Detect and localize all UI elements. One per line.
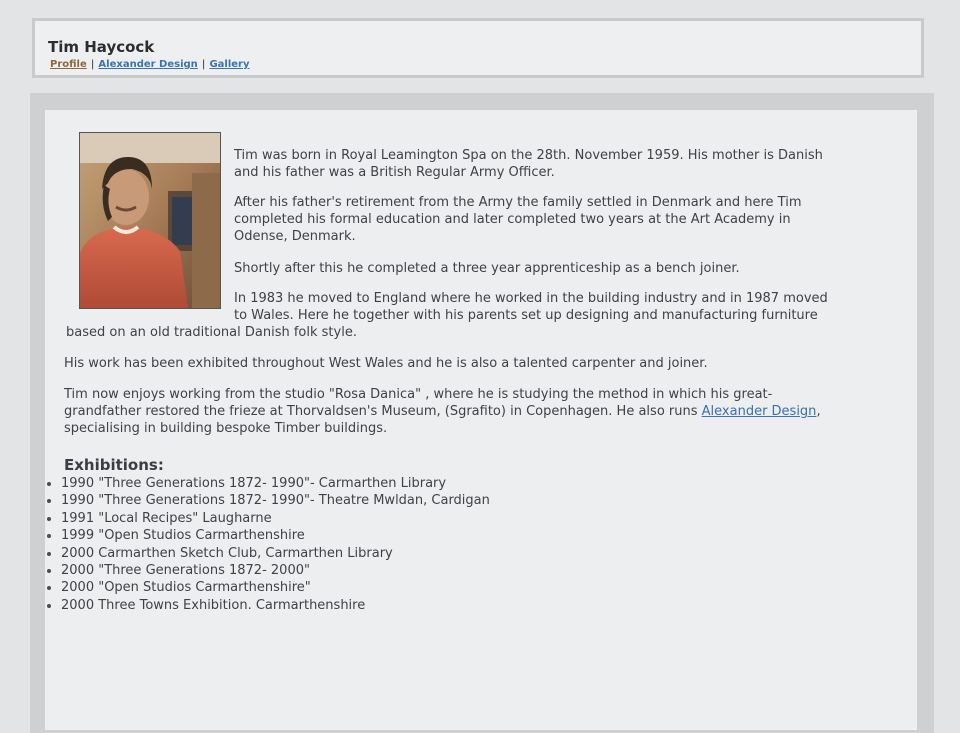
nav-link-gallery[interactable]: Gallery — [209, 59, 250, 70]
bio-paragraph — [234, 260, 740, 277]
exhibition-text: 2000 "Three Generations 1872- 2000" — [61, 563, 310, 579]
bullet-icon — [47, 586, 51, 590]
bio-line-tail: , — [816, 404, 821, 419]
nav-bar — [50, 59, 250, 70]
alexander-design-link[interactable]: Alexander Design — [701, 404, 817, 419]
header-box — [32, 18, 924, 78]
bio-line: In 1983 he moved to England where he worked in the building industry and in 1987 moved — [234, 291, 828, 306]
bio-line: Tim now enjoys working from the studio "Rosa Danica" , where he is studying the method in which his great- — [64, 387, 773, 402]
bio-line: grandfather restored the frieze at Thorvaldsen's Museum, (Sgrafito) in Copenhagen. He also runs — [64, 404, 702, 419]
bio-line: based on an old traditional Danish folk style. — [66, 325, 357, 340]
bullet-icon — [47, 569, 51, 573]
exhibition-item — [45, 597, 490, 614]
exhibition-item — [45, 545, 490, 562]
nav-link-profile[interactable]: Profile — [50, 59, 87, 70]
bio-line: Odense, Denmark. — [234, 229, 356, 244]
bio-line: completed his formal education and later completed two years at the Art Academy in — [234, 212, 791, 227]
nav-separator: | — [201, 59, 206, 70]
bullet-icon — [47, 534, 51, 538]
exhibition-text: 1991 "Local Recipes" Laugharne — [61, 510, 272, 526]
content-panel — [45, 110, 917, 730]
bio-line: After his father's retirement from the Army the family settled in Denmark and here Tim — [234, 195, 802, 210]
nav-link-alexander-design[interactable]: Alexander Design — [98, 59, 198, 70]
bio-paragraph-continued — [66, 324, 357, 341]
exhibition-text: 1990 "Three Generations 1872- 1990"- Theatre Mwldan, Cardigan — [61, 493, 490, 509]
bullet-icon — [47, 604, 51, 608]
bio-paragraph — [234, 194, 802, 245]
portrait-photo — [79, 132, 221, 309]
bio-line: Shortly after this he completed a three year apprenticeship as a bench joiner. — [234, 261, 740, 276]
exhibition-item — [45, 562, 490, 579]
bullet-icon — [47, 482, 51, 486]
exhibition-item — [45, 475, 490, 492]
bio-paragraph — [234, 290, 828, 324]
bio-line: and his father was a British Regular Army Officer. — [234, 165, 555, 180]
exhibition-text: 1990 "Three Generations 1872- 1990"- Carmarthen Library — [61, 476, 447, 491]
exhibitions-heading: Exhibitions: — [64, 456, 164, 474]
exhibition-item — [45, 579, 490, 596]
exhibition-item — [45, 510, 490, 527]
exhibition-text: 2000 "Open Studios Carmarthenshire" — [61, 580, 311, 596]
bio-line: His work has been exhibited throughout West Wales and he is also a talented carpenter and joiner. — [64, 356, 708, 371]
bullet-icon — [47, 552, 51, 556]
exhibition-item — [45, 527, 490, 544]
exhibition-text: 2000 Three Towns Exhibition. Carmarthenshire — [61, 597, 366, 613]
site-title: Tim Haycock — [48, 38, 155, 56]
exhibitions-list — [45, 475, 490, 614]
bio-paragraph — [64, 355, 708, 372]
bio-paragraph — [64, 386, 821, 437]
exhibition-text: 1999 "Open Studios Carmarthenshire — [61, 528, 305, 544]
exhibition-item — [45, 492, 490, 509]
bio-line: specialising in building bespoke Timber buildings. — [64, 421, 388, 436]
bio-line: to Wales. Here he together with his parents set up designing and manufacturing furniture — [234, 308, 818, 323]
exhibition-text: 2000 Carmarthen Sketch Club, Carmarthen Library — [61, 545, 393, 561]
bullet-icon — [47, 517, 51, 521]
bio-paragraph — [234, 147, 823, 181]
bio-line: Tim was born in Royal Leamington Spa on the 28th. November 1959. His mother is Danish — [234, 148, 823, 163]
bullet-icon — [47, 499, 51, 503]
nav-separator: | — [90, 59, 95, 70]
